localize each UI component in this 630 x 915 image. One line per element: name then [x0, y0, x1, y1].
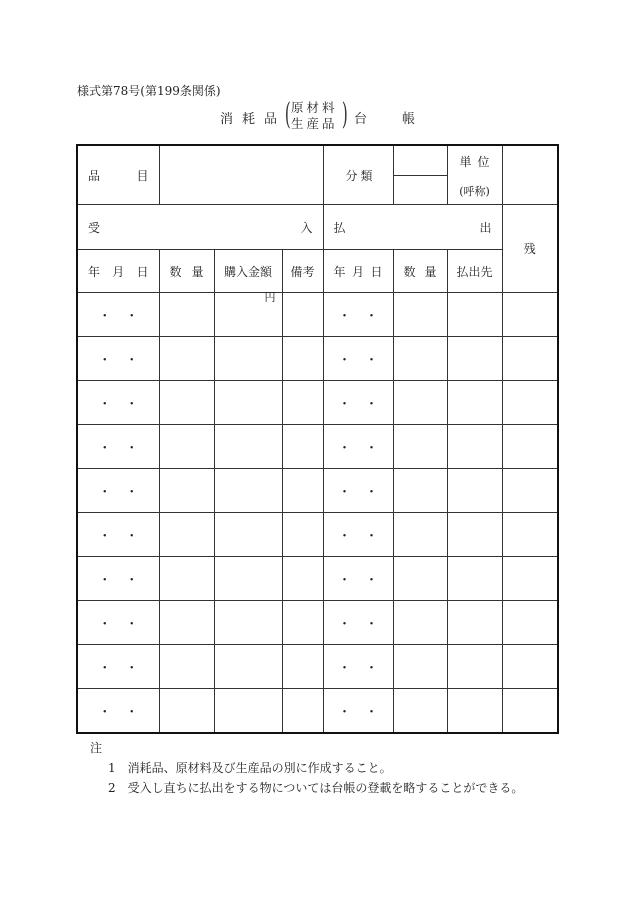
title-option-products: 生産品 — [291, 116, 338, 131]
remarks-cell[interactable] — [282, 689, 323, 734]
date-separator-dots: ・・ — [98, 485, 153, 500]
balance-cell[interactable] — [502, 557, 558, 601]
pay-date-cell[interactable] — [323, 425, 393, 469]
purchase-amount-cell[interactable] — [214, 689, 282, 734]
remarks-cell[interactable] — [282, 469, 323, 513]
pay-qty-cell[interactable] — [393, 337, 447, 381]
pay-destination-cell[interactable] — [447, 557, 502, 601]
balance-cell[interactable] — [502, 645, 558, 689]
date-separator-dots: ・・ — [338, 529, 393, 544]
pay-destination-cell[interactable] — [447, 645, 502, 689]
receive-qty-cell[interactable] — [159, 381, 214, 425]
balance-cell[interactable] — [502, 469, 558, 513]
pay-destination-cell[interactable] — [447, 293, 502, 337]
pay-date-cell[interactable] — [323, 645, 393, 689]
pay-section-header: 払 出 — [323, 205, 502, 250]
title-option-raw-materials: 原材料 — [291, 100, 338, 115]
purchase-amount-cell[interactable] — [214, 513, 282, 557]
class-input-cell[interactable] — [393, 145, 447, 205]
note-item: 1 消耗品、原材料及び生産品の別に作成すること。 — [108, 761, 392, 775]
table-row — [77, 557, 558, 601]
receive-qty-cell[interactable] — [159, 513, 214, 557]
remarks-header: 備考 — [282, 250, 323, 293]
form-title — [0, 98, 630, 132]
title-brace-right: ) — [341, 97, 348, 132]
pay-destination-header: 払出先 — [447, 250, 502, 293]
remarks-cell[interactable] — [282, 381, 323, 425]
purchase-amount-cell[interactable] — [214, 337, 282, 381]
receive-date-cell[interactable] — [77, 601, 159, 645]
pay-destination-cell[interactable] — [447, 337, 502, 381]
table-row — [77, 601, 558, 645]
remarks-cell[interactable] — [282, 645, 323, 689]
date-separator-dots: ・・ — [98, 573, 153, 588]
item-input-cell[interactable] — [159, 145, 323, 205]
date-separator-dots: ・・ — [338, 485, 393, 500]
yen-unit-label: 円 — [264, 290, 276, 304]
receive-qty-cell[interactable] — [159, 557, 214, 601]
pay-qty-cell[interactable] — [393, 689, 447, 734]
balance-cell[interactable] — [502, 293, 558, 337]
note-item: 2 受入し直ちに払出をする物については台帳の登載を略することができる。 — [108, 781, 524, 795]
remarks-cell[interactable] — [282, 557, 323, 601]
pay-qty-cell[interactable] — [393, 293, 447, 337]
pay-qty-cell[interactable] — [393, 381, 447, 425]
balance-cell[interactable] — [502, 689, 558, 734]
pay-destination-cell[interactable] — [447, 601, 502, 645]
receive-qty-cell[interactable] — [159, 425, 214, 469]
receive-date-cell[interactable] — [77, 381, 159, 425]
date-separator-dots: ・・ — [98, 397, 153, 412]
balance-cell[interactable] — [502, 513, 558, 557]
purchase-amount-cell[interactable] — [214, 557, 282, 601]
pay-qty-cell[interactable] — [393, 557, 447, 601]
pay-qty-cell[interactable] — [393, 513, 447, 557]
table-row — [77, 513, 558, 557]
pay-destination-cell[interactable] — [447, 381, 502, 425]
purchase-amount-cell[interactable] — [214, 425, 282, 469]
title-consumables: 消耗品 — [220, 112, 287, 127]
form-number-label: 様式第78号(第199条関係) — [77, 84, 221, 98]
pay-date-cell[interactable] — [323, 689, 393, 734]
date-separator-dots: ・・ — [98, 309, 153, 324]
ledger-table — [76, 144, 559, 734]
date-separator-dots: ・・ — [98, 661, 153, 676]
receive-date-cell[interactable] — [77, 645, 159, 689]
class-input-lower[interactable] — [394, 176, 447, 205]
balance-cell[interactable] — [502, 425, 558, 469]
purchase-amount-header: 購入金額 — [214, 250, 282, 293]
pay-qty-header: 数 量 — [393, 250, 447, 293]
receive-qty-header: 数 量 — [159, 250, 214, 293]
date-separator-dots: ・・ — [338, 441, 393, 456]
purchase-amount-cell[interactable] — [214, 601, 282, 645]
pay-date-cell[interactable] — [323, 293, 393, 337]
notes-section — [90, 738, 523, 798]
pay-qty-cell[interactable] — [393, 425, 447, 469]
date-separator-dots: ・・ — [338, 309, 393, 324]
table-row — [77, 689, 558, 734]
pay-qty-cell[interactable] — [393, 469, 447, 513]
notes-heading: 注 — [90, 741, 103, 755]
date-separator-dots: ・・ — [98, 617, 153, 632]
class-input-upper[interactable] — [394, 146, 447, 176]
receive-date-cell[interactable] — [77, 469, 159, 513]
remarks-cell[interactable] — [282, 601, 323, 645]
table-row — [77, 645, 558, 689]
date-separator-dots: ・・ — [98, 441, 153, 456]
date-separator-dots: ・・ — [338, 353, 393, 368]
pay-date-cell[interactable] — [323, 557, 393, 601]
receive-qty-cell[interactable] — [159, 645, 214, 689]
receive-date-cell[interactable] — [77, 425, 159, 469]
pay-qty-cell[interactable] — [393, 645, 447, 689]
receive-qty-cell[interactable] — [159, 337, 214, 381]
date-separator-dots: ・・ — [98, 705, 153, 720]
pay-date-cell[interactable] — [323, 381, 393, 425]
date-separator-dots: ・・ — [338, 661, 393, 676]
receive-date-cell[interactable] — [77, 689, 159, 734]
receive-qty-cell[interactable] — [159, 469, 214, 513]
pay-date-cell[interactable] — [323, 337, 393, 381]
balance-header: 残 — [502, 205, 558, 293]
date-separator-dots: ・・ — [98, 353, 153, 368]
table-row — [77, 381, 558, 425]
receive-date-cell[interactable] — [77, 513, 159, 557]
receive-section-header: 受 入 — [77, 205, 323, 250]
date-separator-dots: ・・ — [338, 617, 393, 632]
title-dai: 台 — [354, 112, 368, 127]
receive-qty-cell[interactable] — [159, 293, 214, 337]
item-label-cell: 品 目 — [77, 145, 159, 205]
table-row — [77, 469, 558, 513]
pay-destination-cell[interactable] — [447, 469, 502, 513]
table-row — [77, 293, 558, 337]
pay-destination-cell[interactable] — [447, 689, 502, 734]
date-separator-dots: ・・ — [338, 573, 393, 588]
remarks-cell[interactable] — [282, 513, 323, 557]
date-separator-dots: ・・ — [338, 397, 393, 412]
table-row — [77, 425, 558, 469]
title-brace-left: ( — [284, 97, 291, 132]
pay-date-cell[interactable] — [323, 601, 393, 645]
pay-date-header: 年 月 日 — [323, 250, 393, 293]
pay-destination-cell[interactable] — [447, 513, 502, 557]
remarks-cell[interactable] — [282, 293, 323, 337]
receive-date-cell[interactable] — [77, 293, 159, 337]
purchase-amount-cell[interactable] — [214, 469, 282, 513]
balance-cell[interactable] — [502, 601, 558, 645]
receive-date-cell[interactable] — [77, 337, 159, 381]
purchase-amount-cell[interactable] — [214, 645, 282, 689]
pay-date-cell[interactable] — [323, 469, 393, 513]
pay-destination-cell[interactable] — [447, 425, 502, 469]
receive-qty-cell[interactable] — [159, 601, 214, 645]
remarks-cell[interactable] — [282, 425, 323, 469]
ledger-rows — [77, 290, 558, 734]
receive-date-cell[interactable] — [77, 557, 159, 601]
balance-cell[interactable] — [502, 337, 558, 381]
unit-label-cell: 単 位 (呼称) — [447, 145, 502, 205]
pay-date-cell[interactable] — [323, 513, 393, 557]
title-chou: 帳 — [402, 112, 416, 127]
title-stacked-options — [291, 100, 338, 132]
table-row — [77, 337, 558, 381]
pay-qty-cell[interactable] — [393, 601, 447, 645]
date-separator-dots: ・・ — [338, 705, 393, 720]
class-label-cell: 分 類 — [323, 145, 393, 205]
balance-cell[interactable] — [502, 381, 558, 425]
date-separator-dots: ・・ — [98, 529, 153, 544]
purchase-amount-cell[interactable] — [214, 381, 282, 425]
unit-input-cell[interactable] — [502, 145, 558, 205]
purchase-amount-cell[interactable] — [214, 290, 282, 337]
receive-qty-cell[interactable] — [159, 689, 214, 734]
remarks-cell[interactable] — [282, 337, 323, 381]
receive-date-header: 年 月 日 — [77, 250, 159, 293]
